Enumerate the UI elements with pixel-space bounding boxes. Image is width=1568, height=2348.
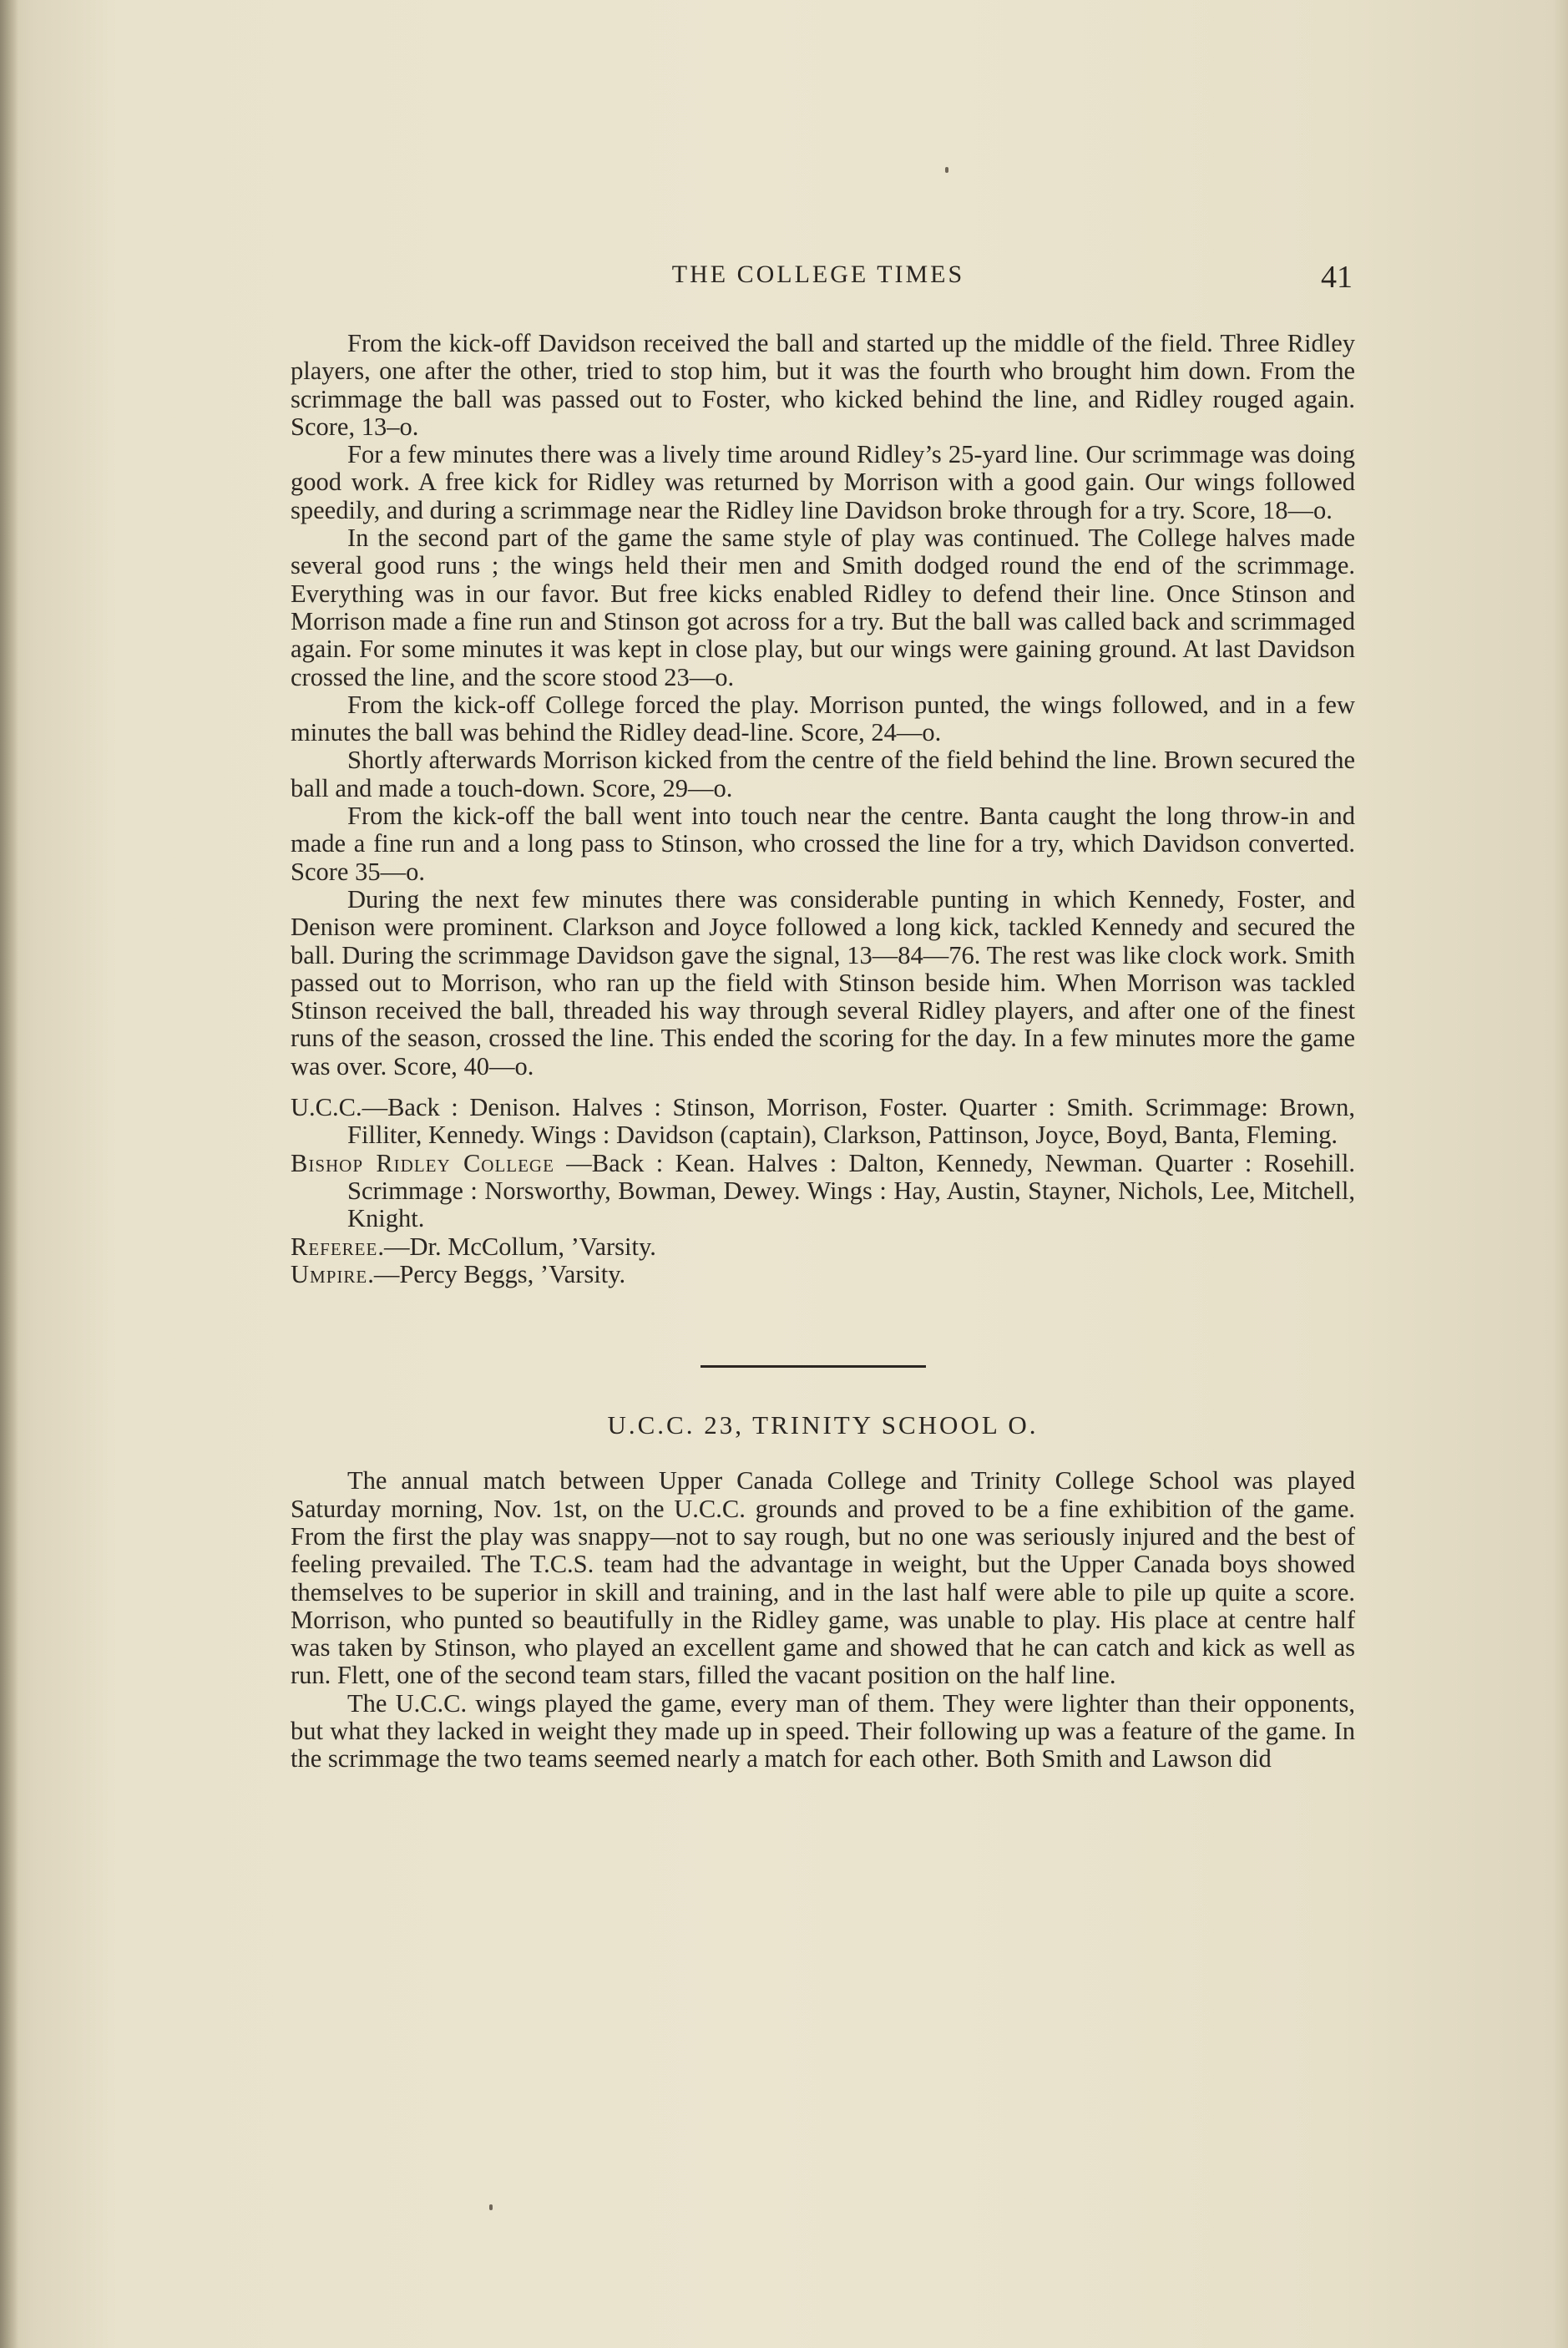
section-title: U.C.C. 23, TRINITY SCHOOL O.	[607, 1410, 1039, 1440]
paragraph: During the next few minutes there was considerable punting in which Kennedy, Foster, and Denison were prominent. Clarkson and Joyce followed a long kick, tackled Kennedy and secured the ball. During the scrimmage Davidson gave the signal, 13—84—76. The rest was like clock work. Smith passed out to Morrison, who ran up the field with Stinson beside him. When Morrison was tackled Stinson received the ball, threaded his way through several Ridley players, and after one of the finest runs of the season, crossed the line. This ended the scoring for the day. In a few minutes more the game was over. Score, 40—o.	[291, 884, 1355, 1080]
referee-label: Referee	[291, 1232, 378, 1261]
paragraph: For a few minutes there was a lively time around Ridley’s 25-yard line. Our scrimmage was doing good work. A free kick for Ridley was returned by Morrison with a good gain. Our wings followed speedily, and during a scrimmage near the Ridley line Davidson broke through for a try. Score, 18—o.	[291, 440, 1355, 524]
page-content	[291, 330, 1355, 1774]
umpire-label: Umpire	[291, 1259, 368, 1288]
print-speck	[489, 2204, 493, 2210]
lineup-umpire	[291, 1261, 1355, 1288]
paragraph: From the kick-off College forced the play. Morrison punted, the wings followed, and in a few minutes the ball was behind the Ridley dead-line. Score, 24—o.	[291, 690, 1355, 747]
lineup-ridley-text: —Back : Kean. Halves : Dalton, Kennedy, Newman. Quarter : Rosehill. Scrimmage : Norsworthy, Bowman, Dewey. Wings : Hay, Austin, Stayner, Nichols, Lee, Mitchell, Knight.	[347, 1148, 1355, 1233]
paragraph: The U.C.C. wings played the game, every man of them. They were lighter than their opponents, but what they lacked in weight they made up in speed. Their following up was a feature of the game. In the scrimmage the two teams seemed nearly a match for each other. Both Smith and Lawson did	[291, 1688, 1355, 1774]
binding-gutter	[0, 0, 18, 2348]
article-trinity-match	[291, 1411, 1355, 1774]
running-head	[284, 261, 1353, 302]
lineup-ridley-label: Bishop Ridley College	[291, 1148, 554, 1177]
article-ridley-match	[291, 330, 1355, 1288]
paragraph: From the kick-off Davidson received the ball and started up the middle of the field. Three Ridley players, one after the other, tried to stop him, but it was the fourth who brought him down. From the scrimmage the ball was passed out to Foster, who kicked behind the line, and Ridley rouged again. Score, 13–o.	[291, 329, 1355, 441]
paragraph: The annual match between Upper Canada College and Trinity College School was played Saturday morning, Nov. 1st, on the U.C.C. grounds and proved to be a fine exhibition of the game. From the first the play was snappy—not to say rough, but no one was seriously injured and the best of feeling prevailed. The T.C.S. team had the advantage in weight, but the Upper Canada boys showed themselves to be superior in skill and training, and in the last half were able to pile up quite a score. Morrison, who punted so beautifully in the Ridley game, was unable to play. His place at centre half was taken by Stinson, who played an excellent game and showed that he can catch and kick as well as run. Flett, one of the second team stars, filled the vacant position on the half line.	[291, 1466, 1355, 1690]
lineup-ridley	[291, 1150, 1355, 1233]
paragraph: Shortly afterwards Morrison kicked from the centre of the field behind the line. Brown secured the ball and made a touch-down. Score, 29—o.	[291, 746, 1355, 802]
paragraph: From the kick-off the ball went into touch near the centre. Banta caught the long throw-in and made a fine run and a long pass to Stinson, who crossed the line for a try, which Davidson converted. Score 35—o.	[291, 802, 1355, 886]
paragraph: In the second part of the game the same style of play was continued. The College halves made several good runs ; the wings held their men and Smith dodged round the end of the scrimmage. Everything was in our favor. But free kicks enabled Ridley to defend their line. Once Stinson and Morrison made a fine run and Stinson got across for a try. But the ball was called back and scrimmaged again. For some minutes it was kept in close play, but our wings were gaining ground. At last Davidson crossed the line, and the score stood 23—o.	[291, 524, 1355, 691]
referee-text: .—Dr. McCollum, ’Varsity.	[377, 1232, 656, 1261]
page-number: 41	[1321, 260, 1353, 295]
section-divider-rule	[701, 1365, 926, 1368]
print-speck	[945, 167, 948, 173]
team-lineups	[291, 1094, 1355, 1288]
lineup-ucc: U.C.C.—Back : Denison. Halves : Stinson, Morrison, Foster. Quarter : Smith. Scrimmage: Brown, Filliter, Kennedy. Wings : Davidson (captain), Clarkson, Pattinson, Joyce, Boyd, Banta, Fleming.	[291, 1093, 1355, 1150]
lineup-referee	[291, 1233, 1355, 1261]
umpire-text: .—Percy Beggs, ’Varsity.	[367, 1259, 626, 1288]
running-title: THE COLLEGE TIMES	[671, 261, 965, 288]
